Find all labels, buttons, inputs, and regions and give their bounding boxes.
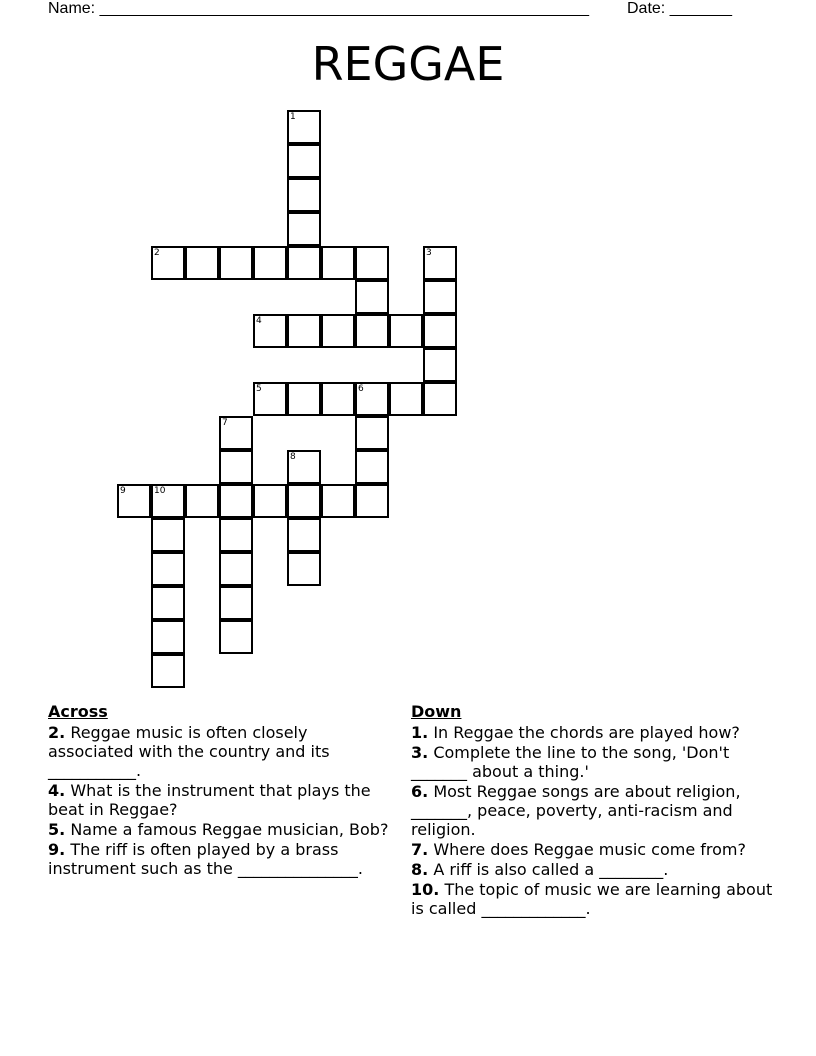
clue-number: 7.: [411, 840, 429, 859]
cell-number: 4: [256, 316, 262, 326]
clue-number: 5.: [48, 820, 66, 839]
cell-number: 10: [154, 486, 166, 496]
crossword-cell: [355, 314, 389, 348]
clue-text: Most Reggae songs are about religion, _______, peace, poverty, anti-racism and religion.: [411, 782, 741, 839]
crossword-cell: [287, 212, 321, 246]
cell-number: 8: [290, 452, 296, 462]
down-clue: [411, 860, 776, 879]
crossword-cell: [423, 348, 457, 382]
across-clue: [48, 820, 393, 839]
crossword-cell: [287, 314, 321, 348]
cell-number: 9: [120, 486, 126, 496]
crossword-cell: [151, 518, 185, 552]
crossword-cell: [219, 416, 253, 450]
clue-text: The topic of music we are learning about is called _____________.: [411, 880, 773, 918]
clue-text: Where does Reggae music come from?: [433, 840, 746, 859]
crossword-cell: [151, 654, 185, 688]
clue-text: Name a famous Reggae musician, Bob?: [70, 820, 389, 839]
cell-number: 1: [290, 112, 296, 122]
cell-number: 3: [426, 248, 432, 258]
clue-number: 1.: [411, 723, 429, 742]
across-clue: [48, 781, 393, 819]
crossword-cell: [321, 484, 355, 518]
across-heading: Across: [48, 702, 108, 721]
crossword-cell: [253, 314, 287, 348]
date-line: Date: _______: [627, 0, 732, 17]
crossword-cell: [355, 382, 389, 416]
crossword-cell: [355, 416, 389, 450]
cell-number: 2: [154, 248, 160, 258]
crossword-cell: [253, 484, 287, 518]
crossword-cell: [219, 518, 253, 552]
clue-number: 3.: [411, 743, 429, 762]
crossword-cell: [321, 314, 355, 348]
crossword-cell: [185, 484, 219, 518]
clue-text: What is the instrument that plays the beat in Reggae?: [48, 781, 371, 819]
name-line: Name: _______________________________________________________: [48, 0, 589, 17]
crossword-cell: [117, 484, 151, 518]
crossword-cell: [423, 280, 457, 314]
clue-number: 8.: [411, 860, 429, 879]
down-clue: [411, 880, 776, 918]
clue-number: 9.: [48, 840, 66, 859]
down-clue: [411, 782, 776, 839]
down-clue: [411, 743, 776, 781]
crossword-cell: [355, 280, 389, 314]
crossword-cell: [321, 246, 355, 280]
crossword-cell: [219, 484, 253, 518]
crossword-cell: [253, 382, 287, 416]
crossword-cell: [219, 552, 253, 586]
crossword-cell: [219, 450, 253, 484]
crossword-cell: [219, 586, 253, 620]
cell-number: 5: [256, 384, 262, 394]
down-clue: [411, 840, 776, 859]
crossword-cell: [151, 552, 185, 586]
clue-text: Reggae music is often closely associated with the country and its ___________.: [48, 723, 330, 780]
crossword-cell: [287, 518, 321, 552]
crossword-cell: [355, 246, 389, 280]
across-clue: [48, 840, 393, 878]
crossword-cell: [287, 484, 321, 518]
cell-number: 7: [222, 418, 228, 428]
crossword-cell: [253, 246, 287, 280]
crossword-cell: [287, 144, 321, 178]
crossword-cell: [355, 450, 389, 484]
clue-number: 6.: [411, 782, 429, 801]
clue-text: A riff is also called a ________.: [433, 860, 669, 879]
crossword-cell: [185, 246, 219, 280]
crossword-cell: [219, 620, 253, 654]
crossword-cell: [423, 314, 457, 348]
crossword-cell: [287, 246, 321, 280]
crossword-cell: [423, 246, 457, 280]
down-heading: Down: [411, 702, 462, 721]
across-clues: [48, 702, 393, 879]
crossword-cell: [389, 382, 423, 416]
across-clue: [48, 723, 393, 780]
crossword-cell: [151, 246, 185, 280]
crossword-cell: [423, 382, 457, 416]
crossword-cell: [389, 314, 423, 348]
clue-number: 4.: [48, 781, 66, 800]
crossword-cell: [287, 450, 321, 484]
puzzle-title: REGGAE: [311, 37, 505, 91]
crossword-cell: [287, 110, 321, 144]
clue-number: 2.: [48, 723, 66, 742]
crossword-cell: [287, 382, 321, 416]
cell-number: 6: [358, 384, 364, 394]
clue-text: Complete the line to the song, 'Don't _______ about a thing.': [411, 743, 730, 781]
down-clue: [411, 723, 776, 742]
crossword-cell: [287, 178, 321, 212]
crossword-cell: [219, 246, 253, 280]
crossword-cell: [151, 484, 185, 518]
crossword-cell: [151, 620, 185, 654]
down-clues: [411, 702, 776, 919]
crossword-cell: [321, 382, 355, 416]
clue-number: 10.: [411, 880, 440, 899]
crossword-cell: [151, 586, 185, 620]
crossword-cell: [287, 552, 321, 586]
clue-text: The riff is often played by a brass instrument such as the _______________.: [48, 840, 363, 878]
clue-text: In Reggae the chords are played how?: [433, 723, 740, 742]
crossword-cell: [355, 484, 389, 518]
